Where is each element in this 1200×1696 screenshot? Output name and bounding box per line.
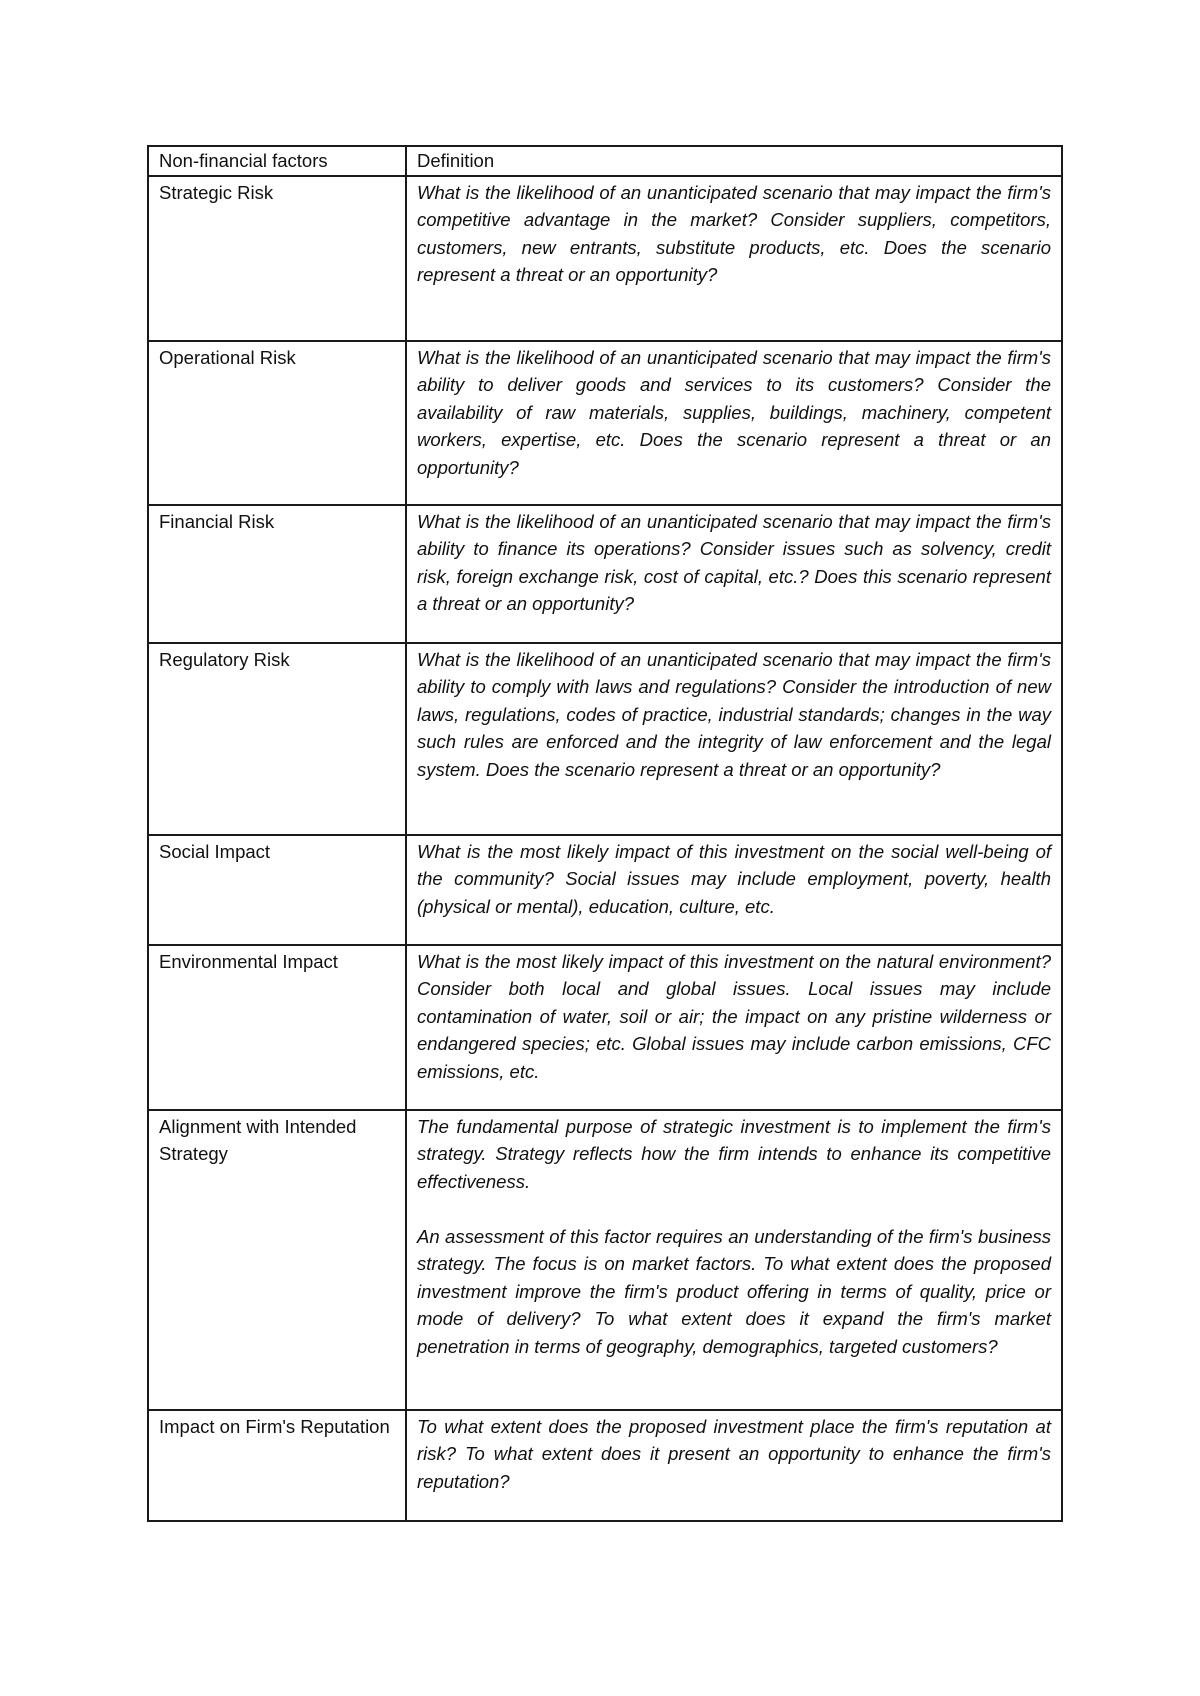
definition-text: What is the likelihood of an unanticipated scenario that may impact the firm's ability to deliver goods and services to its customers? Consider the availability of raw materials, supplies, buildings, machinery, competent workers, expertise, etc. Does the scenario represent a threat or an opportunity? [417, 346, 1051, 478]
table-row [148, 341, 1062, 505]
factor-cell: Impact on Firm's Reputation [148, 1410, 406, 1521]
definition-cell [406, 176, 1062, 341]
definition-text: An assessment of this factor requires an understanding of the firm's business strategy. The focus is on market factors. To what extent does the proposed investment improve the firm's product offering in terms of quality, price or mode of delivery? To what extent does it expand the firm's market penetration in terms of geography, demographics, targeted customers? [417, 1225, 1051, 1357]
definition-text: What is the likelihood of an unanticipated scenario that may impact the firm's competitive advantage in the market? Consider suppliers, competitors, customers, new entrants, substitute products, etc. Does the scenario represent a threat or an opportunity? [417, 181, 1051, 285]
definition-text: To what extent does the proposed investment place the firm's reputation at risk? To what extent does it present an opportunity to enhance the firm's reputation? [417, 1415, 1051, 1492]
table-row [148, 945, 1062, 1110]
definition-cell [406, 835, 1062, 945]
table-row [148, 176, 1062, 341]
definition-cell [406, 505, 1062, 643]
table-row [148, 835, 1062, 945]
factor-cell: Financial Risk [148, 505, 406, 643]
definition-cell [406, 945, 1062, 1110]
factor-cell: Environmental Impact [148, 945, 406, 1110]
definition-text: What is the most likely impact of this investment on the natural environment? Consider both local and global issues. Local issues may include contamination of water, soil or air; the impact on any pristine wilderness or endangered species; etc. Global issues may include carbon emissions, CFC emissions, etc. [417, 950, 1051, 1082]
factor-cell: Regulatory Risk [148, 643, 406, 835]
table-row [148, 505, 1062, 643]
table-header-row [148, 146, 1062, 176]
table-row [148, 1410, 1062, 1521]
factor-cell: Alignment with Intended Strategy [148, 1110, 406, 1410]
factor-cell: Strategic Risk [148, 176, 406, 341]
column-header-definition: Definition [406, 146, 1062, 176]
definition-text: The fundamental purpose of strategic investment is to implement the firm's strategy. Strategy reflects how the firm intends to enhance its competitive effectiveness. [417, 1115, 1051, 1192]
factor-cell: Social Impact [148, 835, 406, 945]
table-row [148, 643, 1062, 835]
definition-text: What is the most likely impact of this investment on the social well-being of the community? Social issues may include employment, poverty, health (physical or mental), education, culture, etc. [417, 840, 1051, 917]
column-header-factor: Non-financial factors [148, 146, 406, 176]
table-row [148, 1110, 1062, 1410]
non-financial-factors-table [147, 145, 1063, 1522]
definition-cell [406, 341, 1062, 505]
definition-cell [406, 643, 1062, 835]
factor-cell: Operational Risk [148, 341, 406, 505]
definition-text: What is the likelihood of an unanticipated scenario that may impact the firm's ability to finance its operations? Consider issues such as solvency, credit risk, foreign exchange risk, cost of capital, etc.? Does this scenario represent a threat or an opportunity? [417, 510, 1051, 614]
definition-text: What is the likelihood of an unanticipated scenario that may impact the firm's ability to comply with laws and regulations? Consider the introduction of new laws, regulations, codes of practice, industrial standards; changes in the way such rules are enforced and the integrity of law enforcement and the legal system. Does the scenario represent a threat or an opportunity? [417, 648, 1051, 780]
definition-cell [406, 1410, 1062, 1521]
definition-cell [406, 1110, 1062, 1410]
